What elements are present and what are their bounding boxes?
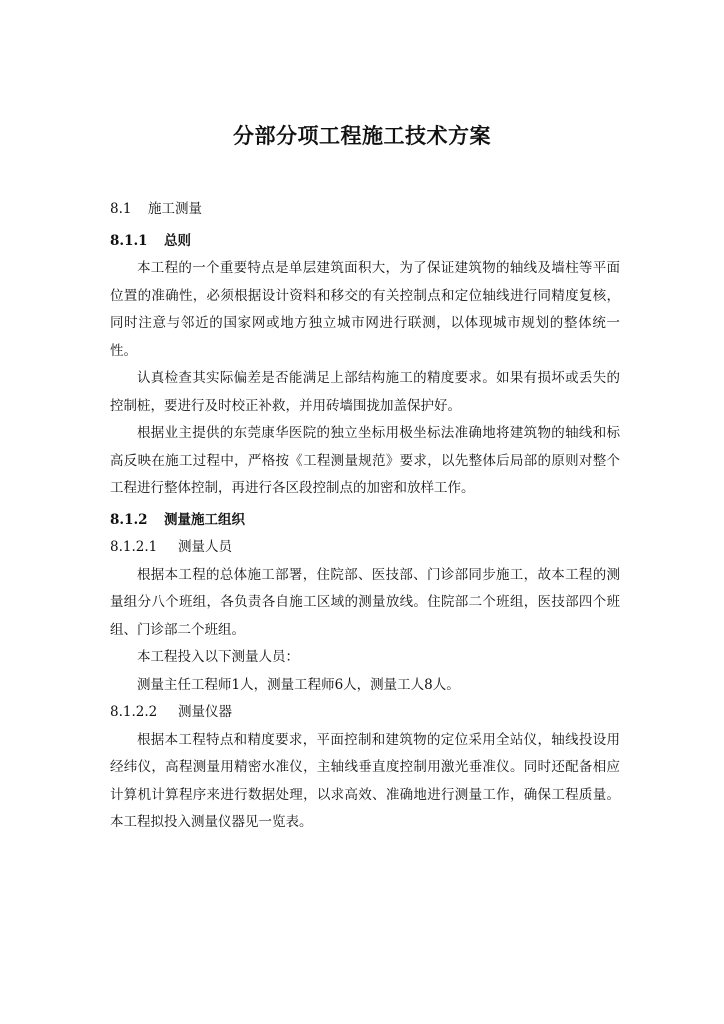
document-title: 分部分项工程施工技术方案 bbox=[233, 123, 491, 148]
item-number: 8.1.2.1 bbox=[110, 539, 158, 555]
section-heading bbox=[110, 196, 620, 224]
item-title: 测量仪器 bbox=[178, 704, 232, 720]
paragraph: 认真检查其实际偏差是否能满足上部结构施工的精度要求。如果有损坏或丢失的控制桩，要进行及时校正补救，并用砖墙围拢加盖保护好。 bbox=[110, 370, 620, 414]
subsection-number: 8.1.2 bbox=[110, 511, 148, 528]
document-body bbox=[110, 196, 620, 837]
item-number: 8.1.2.2 bbox=[110, 704, 158, 720]
subsection-heading-organization bbox=[110, 507, 620, 535]
item-heading-instruments bbox=[110, 699, 620, 727]
section-title: 施工测量 bbox=[148, 201, 202, 217]
item-heading-personnel bbox=[110, 534, 620, 562]
paragraph: 本工程的一个重要特点是单层建筑面积大，为了保证建筑物的轴线及墙柱等平面位置的准确性，必须根据设计资料和移交的有关控制点和定位轴线进行同精度复核，同时注意与邻近的国家网或地方独立城市网进行联测，以体现城市规划的整体统一性。 bbox=[110, 260, 620, 359]
paragraph: 测量主任工程师1人，测量工程师6人，测量工人8人。 bbox=[137, 676, 460, 693]
section-number: 8.1 bbox=[110, 201, 132, 217]
item-title: 测量人员 bbox=[178, 539, 232, 555]
subsection-title: 测量施工组织 bbox=[164, 511, 245, 528]
paragraph: 本工程投入以下测量人员： bbox=[137, 649, 299, 665]
subsection-heading-general bbox=[110, 228, 620, 256]
subsection-number: 8.1.1 bbox=[110, 232, 148, 249]
paragraph: 根据本工程的总体施工部署，住院部、医技部、门诊部同步施工，故本工程的测量组分八个班组，各负责各自施工区域的测量放线。住院部二个班组，医技部四个班组、门诊部二个班组。 bbox=[110, 566, 620, 638]
subsection-title: 总则 bbox=[164, 232, 191, 249]
paragraph: 根据本工程特点和精度要求，平面控制和建筑物的定位采用全站仪，轴线投设用经纬仪，高程测量用精密水准仪，主轴线垂直度控制用激光垂准仪。同时还配备相应计算机计算程序来进行数据处理，以求高效、准确地进行测量工作，确保工程质量。本工程拟投入测量仪器见一览表。 bbox=[110, 731, 620, 830]
paragraph: 根据业主提供的东莞康华医院的独立坐标用极坐标法准确地将建筑物的轴线和标高反映在施工过程中，严格按《工程测量规范》要求，以先整体后局部的原则对整个工程进行整体控制，再进行各区段控制点的加密和放样工作。 bbox=[110, 425, 620, 496]
